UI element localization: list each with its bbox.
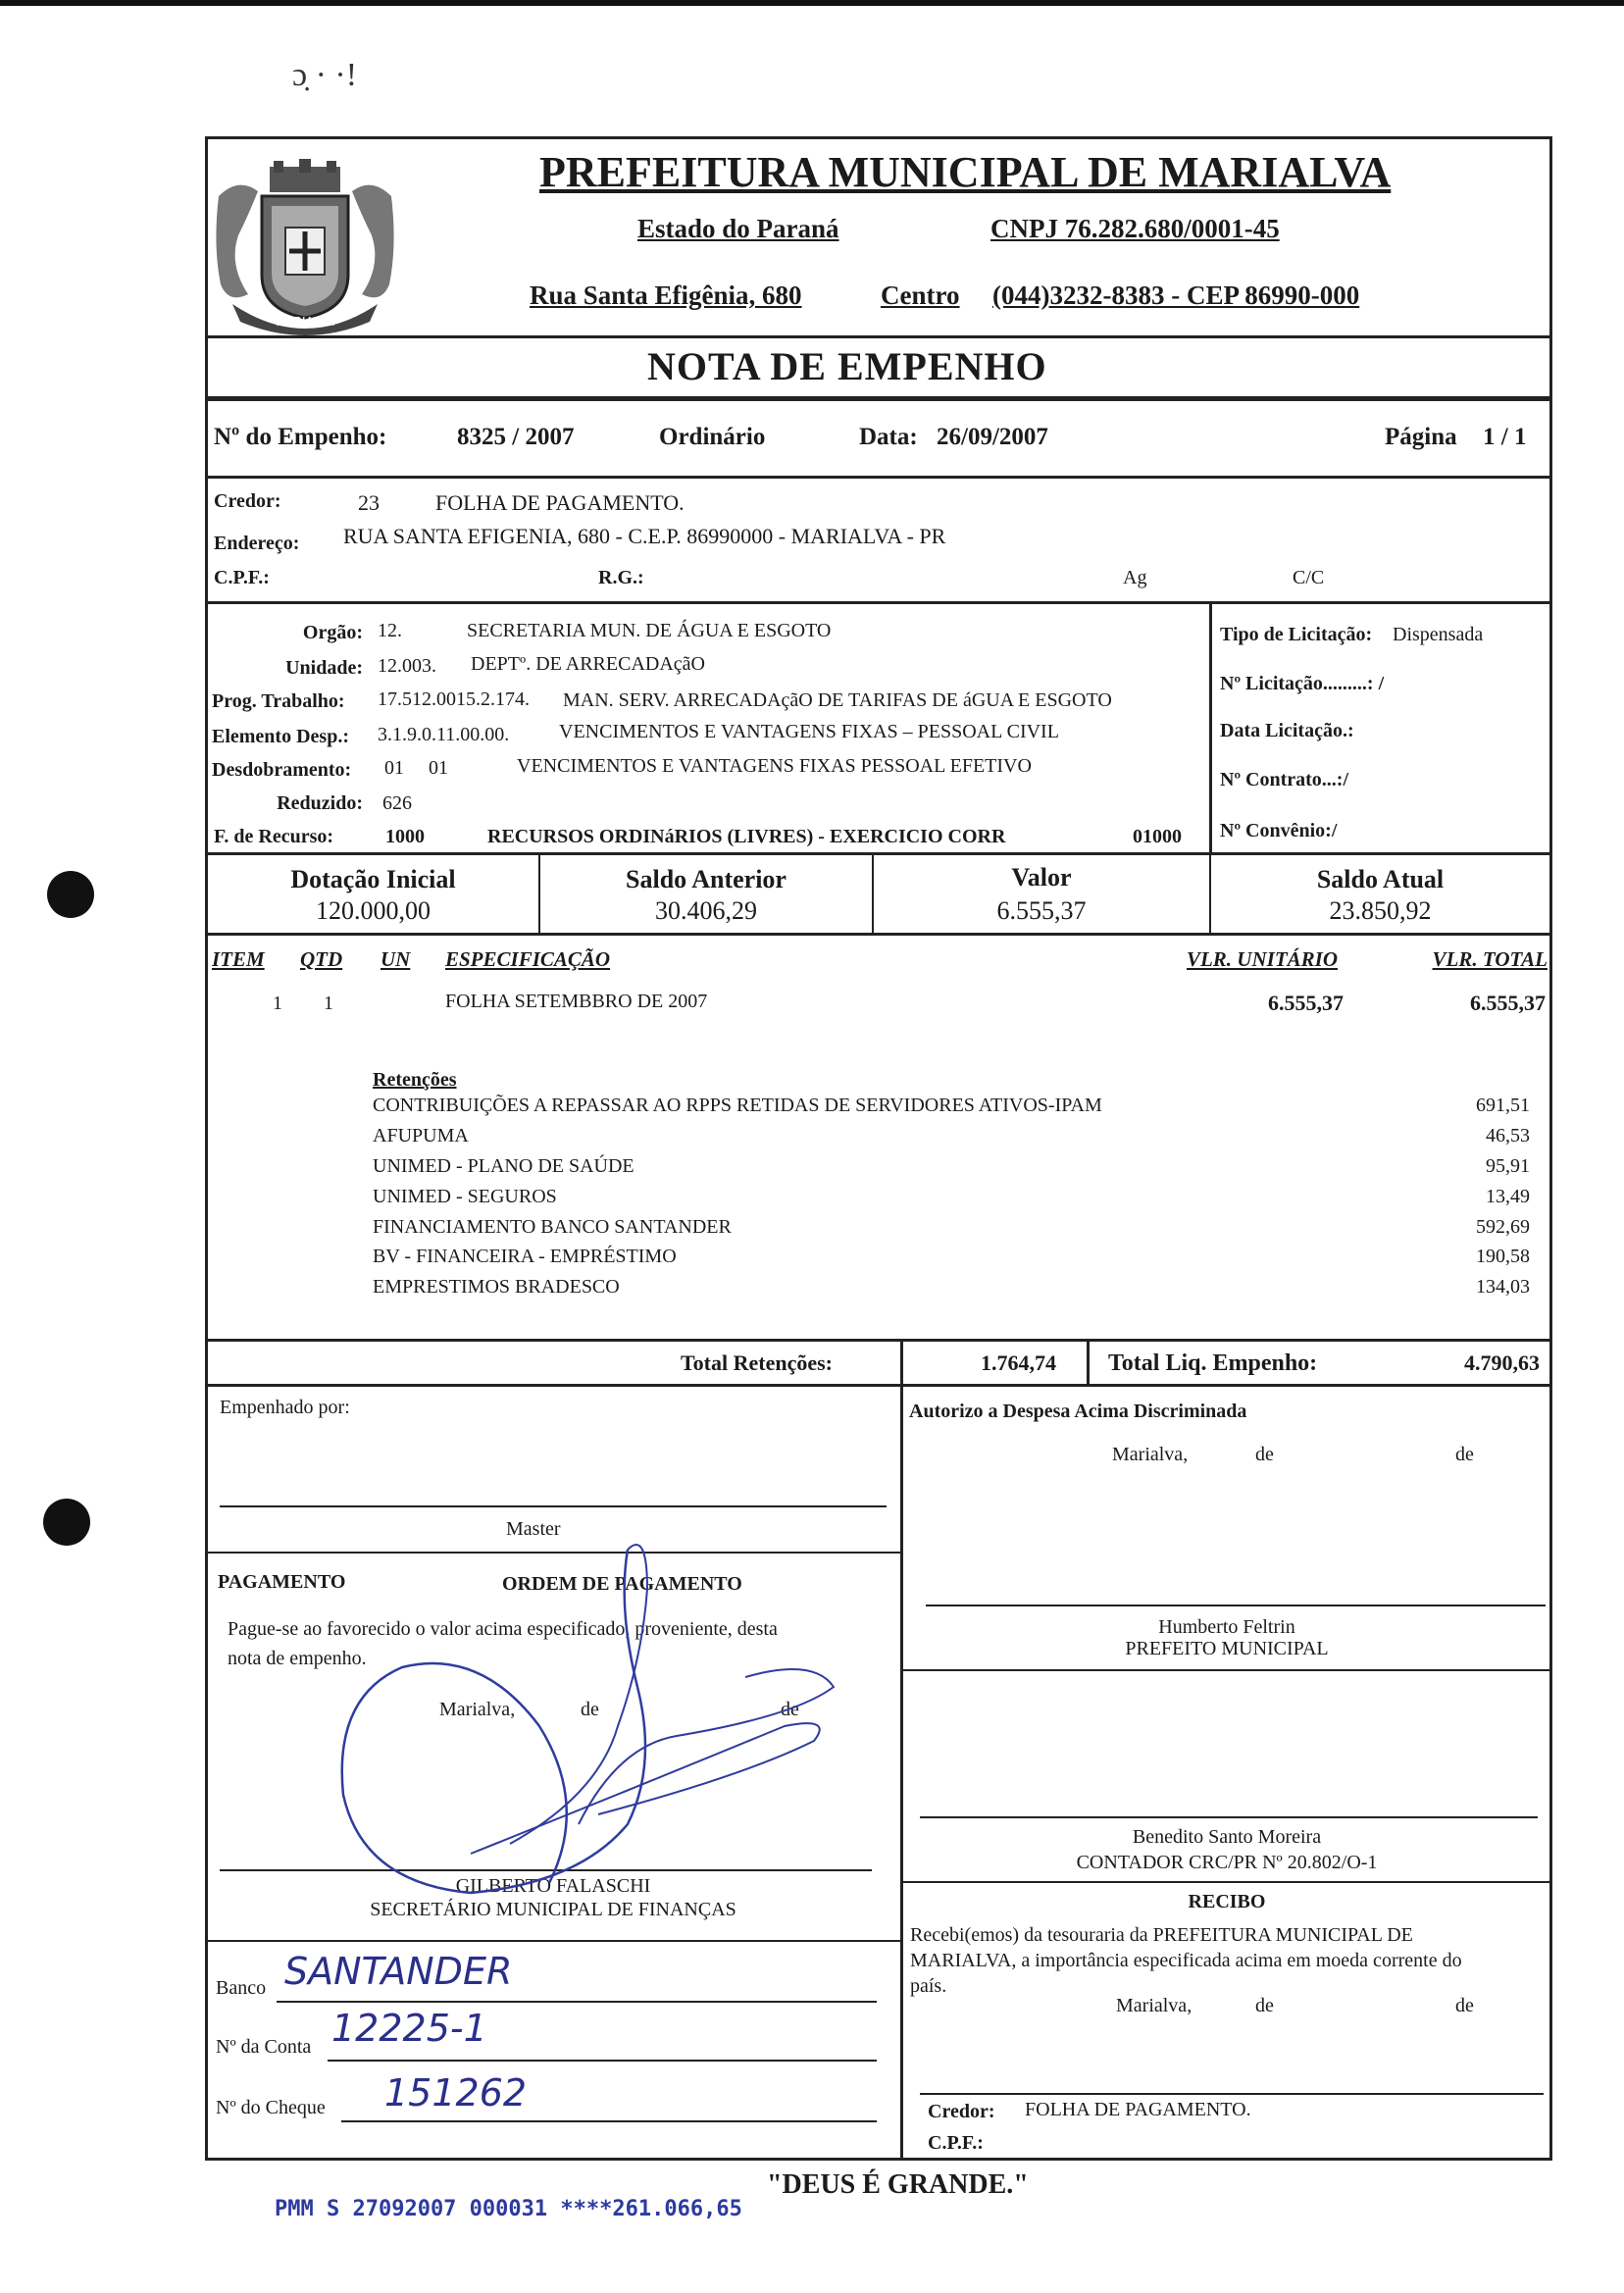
recibo-text-line3: país. [910, 1975, 947, 1997]
retencao-value: 592,69 [1476, 1216, 1530, 1238]
prog-name: MAN. SERV. ARRECADAçãO DE TARIFAS DE áGUA E ESGOTO [563, 689, 1112, 711]
recibo-title: RECIBO [1188, 1891, 1266, 1912]
punch-hole-2 [43, 1499, 90, 1546]
col-valor-total: VLR. TOTAL [1432, 947, 1548, 971]
item-unit-value: 6.555,37 [1268, 991, 1344, 1015]
retencoes-title: Retenções [373, 1069, 457, 1091]
handwritten-signature [324, 1530, 873, 1922]
retencao-value: 95,91 [1486, 1155, 1530, 1177]
col-valor-unitario: VLR. UNITÁRIO [1186, 947, 1338, 971]
page-number: 1 / 1 [1483, 424, 1527, 450]
empenho-number: 8325 / 2007 [457, 424, 575, 450]
tipo-licitacao-value: Dispensada [1393, 624, 1484, 645]
elemento-label: Elemento Desp.: [212, 726, 349, 747]
divider [205, 852, 1552, 855]
dotacao-label: Dotação Inicial [290, 865, 456, 893]
pagamento-text-line1: Pague-se ao favorecido o valor acima especificado, proveniente, desta [228, 1618, 778, 1640]
prefeito-name: Humberto Feltrin [1158, 1616, 1295, 1638]
valor-value: 6.555,37 [996, 896, 1087, 925]
field-line [341, 2120, 877, 2122]
convenio-number: Nº Convênio:/ [1220, 820, 1338, 841]
footer-motto: "DEUS É GRANDE." [767, 2169, 1029, 2200]
total-liquido-label: Total Liq. Empenho: [1108, 1350, 1318, 1376]
punch-hole-1 [47, 871, 94, 918]
retencao-description: UNIMED - PLANO DE SAÚDE [373, 1155, 634, 1177]
header-cnpj: CNPJ 76.282.680/0001-45 [990, 214, 1280, 243]
tipo-licitacao-label: Tipo de Licitação: [1220, 624, 1373, 645]
licitacao-number: Nº Licitação.........: / [1220, 673, 1385, 694]
recibo-city: Marialva, [1116, 1995, 1193, 2016]
header-phone-cep: (044)3232-8383 - CEP 86990-000 [992, 280, 1360, 310]
cheque-value: 151262 [384, 2071, 528, 2115]
elemento-name: VENCIMENTOS E VANTAGENS FIXAS – PESSOAL CIVIL [559, 721, 1059, 742]
retencao-description: FINANCIAMENTO BANCO SANTANDER [373, 1216, 732, 1238]
unidade-name: DEPTº. DE ARRECADAçãO [471, 653, 705, 675]
signature-line [920, 2093, 1544, 2095]
col-especificacao: ESPECIFICAÇÃO [445, 947, 611, 971]
autorizo-de: de [1255, 1444, 1274, 1465]
recurso-name: RECURSOS ORDINáRIOS (LIVRES) - EXERCICIO CORR [487, 826, 1006, 847]
ordem-pagamento-title: ORDEM DE PAGAMENTO [502, 1573, 742, 1595]
prog-label: Prog. Trabalho: [212, 690, 345, 712]
svg-text:MARIALVA: MARIALVA [276, 315, 334, 329]
autorizo-city: Marialva, [1112, 1444, 1189, 1465]
autorizo-de: de [1455, 1444, 1474, 1465]
saldo-atual-label: Saldo Atual [1316, 865, 1445, 893]
retencao-value: 134,03 [1476, 1276, 1530, 1298]
total-retencoes-value: 1.764,74 [981, 1350, 1056, 1375]
handwritten-mark: ɔ̣ · ·ǃ [292, 57, 358, 93]
col-qtd: QTD [300, 947, 343, 971]
recibo-credor-label: Credor: [928, 2101, 995, 2122]
retencao-description: CONTRIBUIÇÕES A REPASSAR AO RPPS RETIDAS DE SERVIDORES ATIVOS-IPAM [373, 1095, 1102, 1116]
recibo-text-line2: MARIALVA, a importância especificada acima em moeda corrente do [910, 1950, 1462, 1971]
retencao-value: 691,51 [1476, 1095, 1530, 1116]
empenhado-label: Empenhado por: [220, 1397, 350, 1418]
credor-code: 23 [358, 490, 380, 515]
licitacao-date: Data Licitação.: [1220, 720, 1354, 741]
total-retencoes-label: Total Retenções: [681, 1350, 833, 1375]
document-title: NOTA DE EMPENHO [647, 344, 1047, 388]
saldo-anterior-value: 30.406,29 [655, 896, 757, 925]
address-label: Endereço: [214, 533, 300, 554]
page-label: Página [1385, 424, 1457, 450]
reduzido-label: Reduzido: [277, 792, 363, 814]
retencao-description: EMPRESTIMOS BRADESCO [373, 1276, 620, 1298]
retencao-description: UNIMED - SEGUROS [373, 1186, 557, 1207]
signature-line [926, 1605, 1546, 1606]
processing-stamp: PMM S 27092007 000031 ****261.066,65 [275, 2197, 742, 2221]
pagamento-label: PAGAMENTO [218, 1571, 346, 1593]
pagamento-de: de [581, 1699, 599, 1720]
saldo-anterior-label: Saldo Anterior [626, 865, 787, 893]
prog-code: 17.512.0015.2.174. [378, 688, 530, 710]
recibo-cpf-label: C.P.F.: [928, 2132, 984, 2154]
banco-value: SANTANDER [284, 1950, 513, 1993]
valor-label: Valor [1011, 863, 1072, 892]
banco-label: Banco [216, 1977, 267, 1999]
col-un: UN [381, 947, 411, 971]
col-item: ITEM [212, 947, 265, 971]
header-state: Estado do Paraná [637, 214, 839, 243]
pagamento-city: Marialva, [439, 1699, 516, 1720]
orgao-code: 12. [378, 620, 402, 641]
signature-line [920, 1816, 1538, 1818]
retencao-value: 46,53 [1486, 1125, 1530, 1146]
retencao-value: 13,49 [1486, 1186, 1530, 1207]
conta-value: 12225-1 [331, 2007, 487, 2050]
ag-label: Ag [1123, 567, 1147, 588]
retencao-description: BV - FINANCEIRA - EMPRÉSTIMO [373, 1246, 677, 1267]
empenho-number-label: Nº do Empenho: [214, 424, 387, 450]
retencao-value: 190,58 [1476, 1246, 1530, 1267]
empenho-type: Ordinário [659, 424, 766, 450]
divider [903, 1881, 1552, 1883]
item-total-value: 6.555,37 [1470, 991, 1546, 1015]
cpf-label: C.P.F.: [214, 567, 270, 588]
reduzido-value: 626 [382, 792, 412, 814]
orgao-label: Orgão: [302, 622, 363, 643]
credor-address: RUA SANTA EFIGENIA, 680 - C.E.P. 86990000 - MARIALVA - PR [343, 524, 946, 548]
divider-vertical [1209, 603, 1212, 854]
recurso-number: 01000 [1133, 826, 1182, 847]
contador-title: CONTADOR CRC/PR Nº 20.802/O-1 [1076, 1852, 1378, 1873]
pagamento-de: de [781, 1699, 799, 1720]
pagamento-text-line2: nota de empenho. [228, 1648, 367, 1669]
retencao-description: AFUPUMA [373, 1125, 469, 1146]
divider [205, 601, 1552, 604]
divider [205, 476, 1552, 479]
field-line [277, 2001, 877, 2003]
divider-vertical [900, 1386, 903, 2161]
divider [205, 933, 1552, 936]
credor-label: Credor: [214, 490, 281, 512]
contador-name: Benedito Santo Moreira [1132, 1826, 1322, 1848]
dotacao-value: 120.000,00 [316, 896, 431, 925]
empenho-date: 26/09/2007 [937, 424, 1048, 450]
header-title: PREFEITURA MUNICIPAL DE MARIALVA [539, 148, 1392, 196]
divider [205, 1384, 1552, 1387]
secretario-name: GILBERTO FALASCHI [455, 1875, 651, 1897]
recibo-credor-name: FOLHA DE PAGAMENTO. [1025, 2099, 1251, 2120]
item-description: FOLHA SETEMBBRO DE 2007 [445, 991, 708, 1012]
cheque-label: Nº do Cheque [216, 2097, 326, 2118]
divider [903, 1669, 1552, 1671]
desdobramento-label: Desdobramento: [212, 759, 352, 781]
recibo-de: de [1255, 1995, 1274, 2016]
scan-top-edge [0, 0, 1624, 6]
rg-label: R.G.: [598, 567, 644, 588]
autorizo-label: Autorizo a Despesa Acima Discriminada [909, 1401, 1247, 1422]
header-district: Centro [881, 280, 960, 310]
unidade-code: 12.003. [378, 655, 436, 677]
item-qtd: 1 [324, 993, 333, 1014]
recibo-de: de [1455, 1995, 1474, 2016]
header-address: Rua Santa Efigênia, 680 [530, 280, 802, 310]
unidade-label: Unidade: [285, 657, 363, 679]
desdobramento-name: VENCIMENTOS E VANTAGENS FIXAS PESSOAL EFETIVO [517, 755, 1032, 777]
divider-vertical [900, 1341, 903, 1386]
item-number: 1 [273, 993, 282, 1014]
divider [205, 396, 1552, 401]
divider [205, 1339, 1552, 1342]
cc-label: C/C [1293, 567, 1325, 588]
prefeito-title: PREFEITO MUNICIPAL [1125, 1638, 1329, 1659]
elemento-code: 3.1.9.0.11.00.00. [378, 724, 510, 745]
contrato-number: Nº Contrato...:/ [1220, 769, 1349, 790]
credor-name: FOLHA DE PAGAMENTO. [435, 490, 685, 515]
recibo-text-line1: Recebi(emos) da tesouraria da PREFEITURA MUNICIPAL DE [910, 1924, 1413, 1946]
divider [205, 335, 1552, 338]
conta-label: Nº da Conta [216, 2036, 312, 2058]
secretario-title: SECRETÁRIO MUNICIPAL DE FINANÇAS [370, 1899, 736, 1920]
desdobramento-code: 01 01 [384, 757, 448, 779]
divider-vertical [1087, 1341, 1090, 1386]
divider [205, 1940, 901, 1942]
saldo-atual-value: 23.850,92 [1329, 896, 1432, 925]
empenho-date-label: Data: [859, 424, 918, 450]
recurso-code: 1000 [385, 826, 425, 847]
recurso-label: F. de Recurso: [214, 826, 334, 847]
field-line [328, 2060, 877, 2062]
total-liquido-value: 4.790,63 [1464, 1350, 1540, 1375]
empenhado-by: Master [506, 1518, 561, 1540]
orgao-name: SECRETARIA MUN. DE ÁGUA E ESGOTO [467, 620, 832, 641]
signature-line [220, 1505, 887, 1507]
municipal-coat-of-arms-icon [209, 157, 401, 339]
